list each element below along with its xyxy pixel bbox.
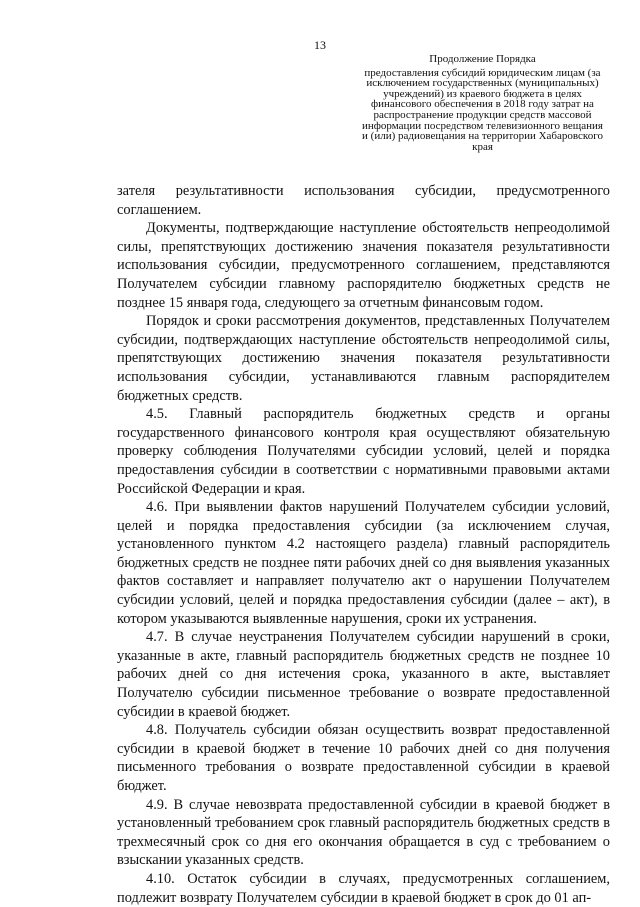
- paragraph-force-majeure-documents: Документы, подтверждающие наступление обстоятельств непреодолимой силы, препятствующих достижению значения показателя результативности использования субсидии, предусмотренного соглашением, представляются Получателем субсидии главному распорядителю бюджетных средств не позднее 15 января года, следующего за отчетным финансовым годом.: [117, 220, 610, 311]
- page-number: 13: [314, 38, 326, 52]
- header-title: Продолжение Порядка: [429, 53, 536, 65]
- paragraph-review-procedure: Порядок и сроки рассмотрения документов, представленных Получателем субсидии, подтверждающих наступление обстоятельств непреодолимой силы, препятствующих достижению значения показателя результативности использования субсидии, устанавливаются главным распорядителем бюджетных средств.: [117, 313, 610, 404]
- paragraph-4-8: 4.8. Получатель субсидии обязан осуществить возврат предоставленной субсидии в краевой бюджет в течение 10 рабочих дней со дня получения письменного требования о возврате предоставленной субсидии в краевой бюджет.: [117, 722, 610, 794]
- paragraph-4-6: 4.6. При выявлении фактов нарушений Получателем субсидии условий, целей и порядка предоставления субсидии (за исключением случая, установленного пунктом 4.2 настоящего раздела) главный распорядитель бюджетных средств не позднее пяти рабочих дней со дня выявления указанных фактов составляет и направляет получателю акт о нарушении Получателем субсидии условий, целей и порядка предоставления субсидии (далее – акт), в котором указываются выявленные нарушения, сроки их устранения.: [117, 499, 610, 627]
- document-body: [117, 182, 610, 907]
- document-header: [360, 54, 605, 152]
- paragraph-4-7: 4.7. В случае неустранения Получателем субсидии нарушений в сроки, указанные в акте, главный распорядитель бюджетных средств не позднее 10 рабочих дней со дня истечения срока, указанного в акте, выставляет Получателю субсидии письменное требование о возврате предоставленной субсидии в краевой бюджет.: [117, 629, 610, 720]
- paragraph-4-9: 4.9. В случае невозврата предоставленной субсидии в краевой бюджет в установленный требованием срок главный распорядитель бюджетных средств в трехмесячный срок со дня его окончания обращается в суд с требованием о взыскании указанных средств.: [117, 796, 610, 869]
- header-subtitle: предоставления субсидий юридическим лицам (за исключением государственных (муниципальных) учреждений) из краевого бюджета в целях финансового обеспечения в 2018 году затрат на распространение продукции средств массовой информации посредством телевизионного вещания и (или) радиовещания на территории Хабаровского края: [362, 66, 603, 153]
- paragraph-4-5: 4.5. Главный распорядитель бюджетных средств и органы государственного финансового контроля края осуществляют обязательную проверку соблюдения Получателями субсидии условий, целей и порядка предоставления субсидии в соответствии с нормативными правовыми актами Российской Федерации и края.: [117, 406, 610, 497]
- paragraph-4-10: 4.10. Остаток субсидии в случаях, предусмотренных соглашением, подлежит возврату Получателем субсидии в краевой бюджет в срок до 01 ап-: [117, 870, 610, 906]
- paragraph-continuation: зателя результативности использования субсидии, предусмотренного соглашением.: [117, 183, 610, 218]
